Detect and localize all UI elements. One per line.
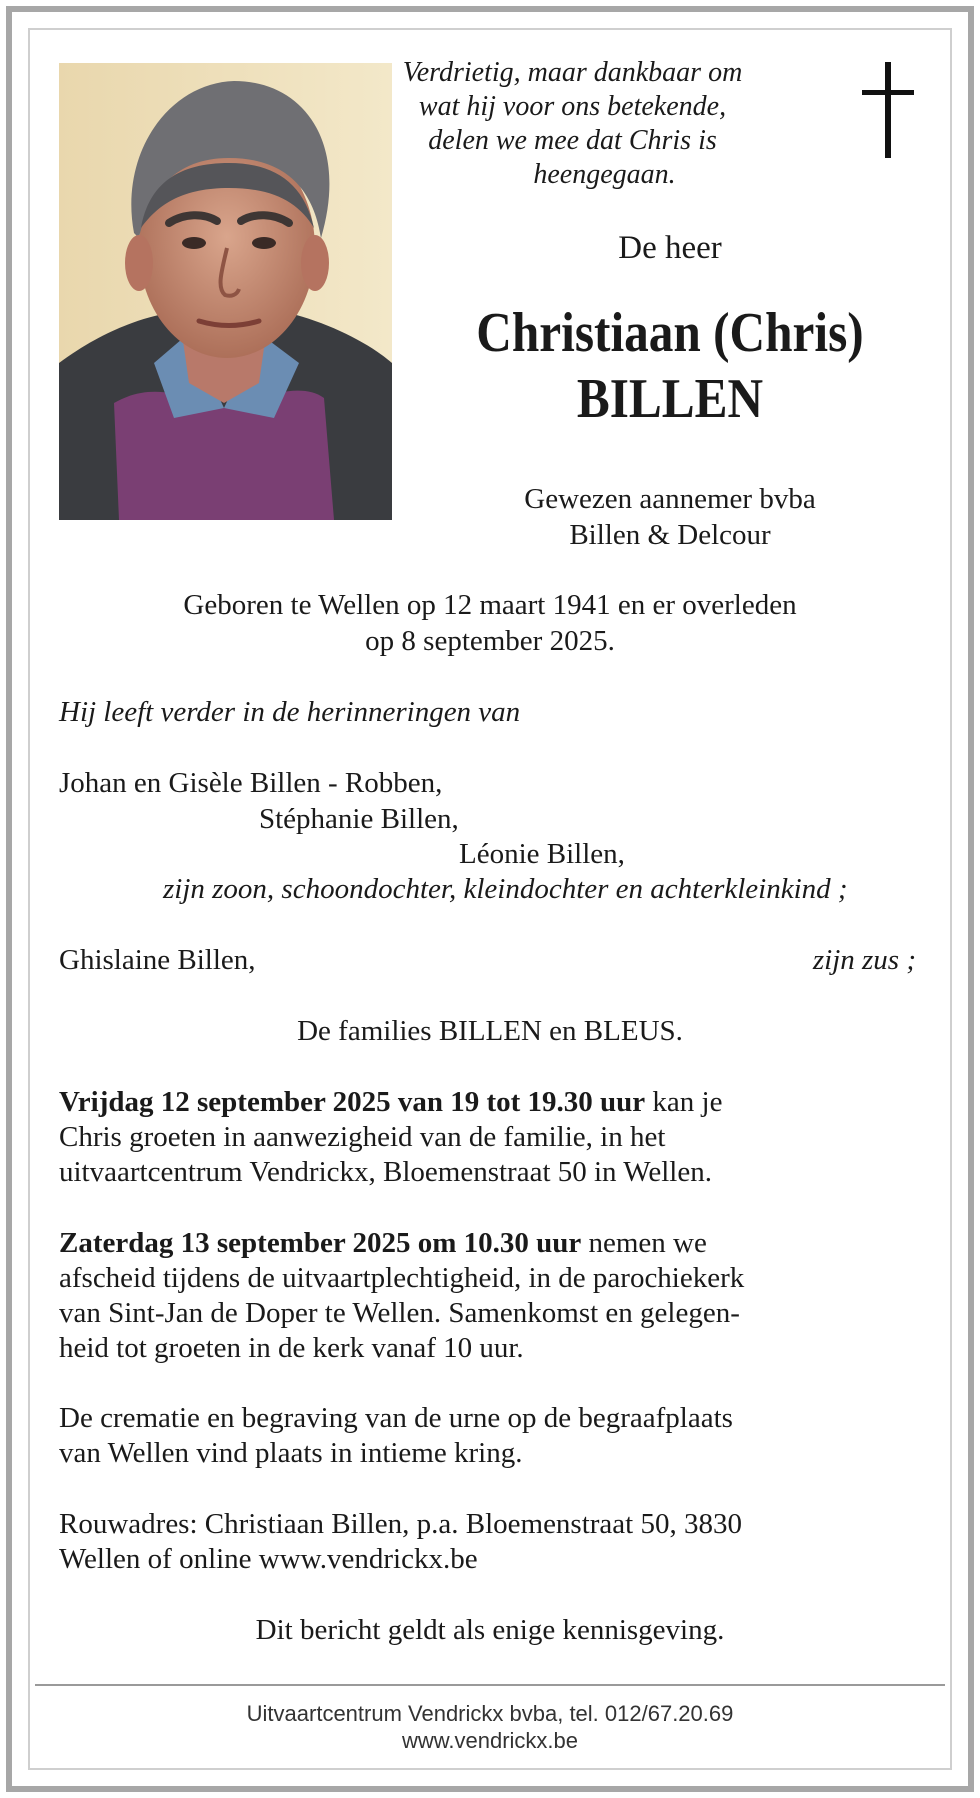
funeral-text: heid tot groeten in de kerk vanaf 10 uur. bbox=[59, 1332, 524, 1364]
notice-line: Dit bericht geldt als enige kennisgeving. bbox=[255, 1614, 725, 1646]
family-relation-1: zijn zoon, schoondochter, kleindochter en achterkleinkind ; bbox=[163, 873, 848, 905]
memory-intro: Hij leeft verder in de herinneringen van bbox=[59, 696, 521, 728]
address-paragraph bbox=[59, 1507, 929, 1577]
family-great-grandchild: Léonie Billen, bbox=[459, 838, 625, 870]
visitation-text: uitvaartcentrum Vendrickx, Bloemenstraat 50 in Wellen. bbox=[59, 1156, 712, 1188]
visitation-paragraph bbox=[59, 1085, 929, 1190]
family-relation-2: zijn zus ; bbox=[812, 944, 916, 976]
footer-divider bbox=[35, 1684, 945, 1686]
occupation-line: Billen & Delcour bbox=[569, 519, 771, 551]
family-granddaughter: Stéphanie Billen, bbox=[259, 803, 459, 835]
funeral-text: afscheid tijdens de uitvaartplechtigheid, in de parochiekerk bbox=[59, 1262, 745, 1294]
name-last: BILLEN bbox=[576, 368, 764, 430]
family-son: Johan en Gisèle Billen - Robben, bbox=[59, 767, 443, 799]
footer bbox=[35, 1700, 945, 1754]
honorific: De heer bbox=[618, 230, 722, 266]
footer-website: www.vendrickx.be bbox=[401, 1728, 579, 1753]
address-text: Rouwadres: Christiaan Billen, p.a. Bloemenstraat 50, 3830 bbox=[59, 1508, 742, 1540]
portrait-photo bbox=[59, 63, 392, 520]
cremation-text: van Wellen vind plaats in intieme kring. bbox=[59, 1437, 523, 1469]
intro-line: Verdrietig, maar dankbaar om bbox=[402, 57, 743, 88]
cremation-text: De crematie en begraving van de urne op de begraafplaats bbox=[59, 1402, 733, 1434]
families-line: De families BILLEN en BLEUS. bbox=[297, 1015, 683, 1047]
visitation-date: Vrijdag 12 september 2025 van 19 tot 19.30 uur bbox=[59, 1086, 646, 1118]
name-first: Christiaan (Chris) bbox=[476, 302, 864, 364]
intro-line: wat hij voor ons betekende, bbox=[418, 91, 727, 122]
birth-line: Geboren te Wellen op 12 maart 1941 en er overleden bbox=[183, 589, 797, 621]
deceased-name bbox=[459, 300, 881, 432]
visitation-text: Chris groeten in aanwezigheid van de familie, in het bbox=[59, 1121, 666, 1153]
visitation-text: kan je bbox=[645, 1086, 723, 1118]
funeral-date: Zaterdag 13 september 2025 om 10.30 uur bbox=[59, 1227, 582, 1259]
funeral-text: nemen we bbox=[581, 1227, 707, 1259]
birth-line: op 8 september 2025. bbox=[365, 625, 615, 657]
birth-death-info bbox=[70, 587, 910, 659]
cross-icon bbox=[862, 62, 914, 158]
address-text: Wellen of online www.vendrickx.be bbox=[59, 1543, 478, 1575]
intro-line: delen we mee dat Chris is bbox=[428, 125, 717, 156]
intro-line: heengegaan. bbox=[533, 159, 676, 190]
funeral-paragraph bbox=[59, 1226, 929, 1366]
occupation-line: Gewezen aannemer bvba bbox=[524, 483, 816, 515]
family-sister: Ghislaine Billen, bbox=[59, 944, 256, 976]
occupation bbox=[440, 481, 900, 553]
portrait-illustration bbox=[59, 63, 392, 520]
cremation-paragraph bbox=[59, 1401, 929, 1471]
intro-text bbox=[400, 56, 745, 192]
funeral-text: van Sint-Jan de Doper te Wellen. Samenkomst en gelegen- bbox=[59, 1297, 740, 1329]
footer-company: Uitvaartcentrum Vendrickx bvba, tel. 012/67.20.69 bbox=[246, 1701, 734, 1726]
